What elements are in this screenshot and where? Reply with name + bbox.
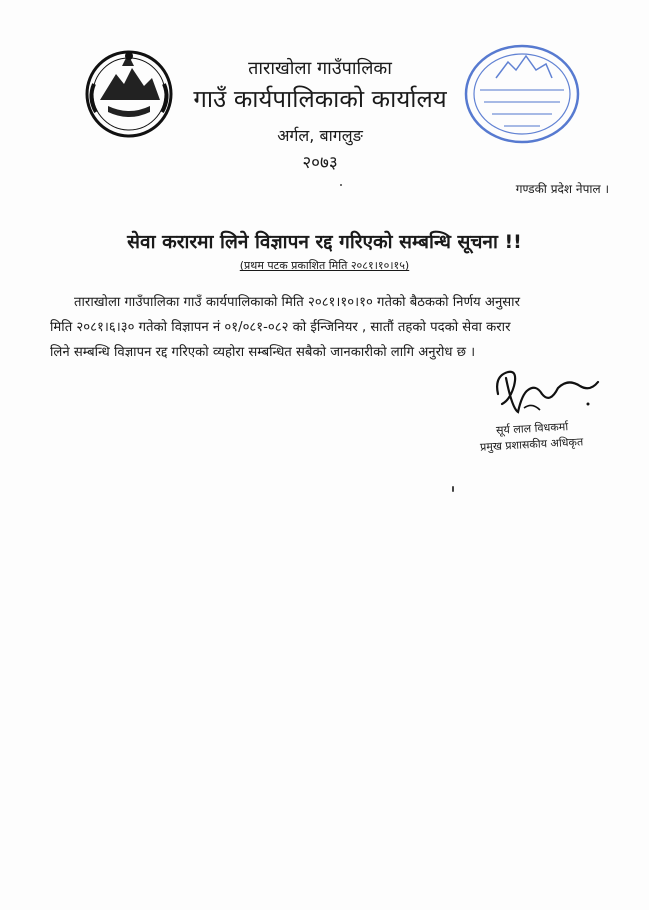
notice-title: सेवा करारमा लिने विज्ञापन रद्द गरिएको सम्बन्धि सूचना !! bbox=[127, 231, 522, 253]
scan-speck bbox=[452, 486, 454, 492]
office-stamp-icon bbox=[460, 40, 584, 148]
body-line-1: ताराखोला गाउँपालिका गाउँ कार्यपालिकाको मिति २०८१।१०।१० गतेको बैठकको निर्णय अनुसार bbox=[74, 295, 520, 310]
publish-date-text: (प्रथम पटक प्रकाशित मिति २०८१।१०।१५) bbox=[239, 259, 410, 272]
body-line-3: लिने सम्बन्धि विज्ञापन रद्द गरिएको व्यहोरा सम्बन्धित सबैको जानकारीको लागि अनुरोध छ । bbox=[50, 345, 476, 360]
established-year: २०७३ bbox=[302, 153, 338, 173]
publish-date bbox=[0, 258, 649, 273]
province-name: गण्डकी प्रदेश नेपाल । bbox=[515, 182, 609, 196]
office-address: अर्गल, बागलुङ bbox=[277, 126, 363, 145]
nepal-emblem-icon bbox=[78, 44, 180, 142]
municipality-name: ताराखोला गाउँपालिका bbox=[248, 58, 392, 79]
body-line-2: मिति २०८१।६।३० गतेको विज्ञापन नं ०१/०८१-०८२ को ईन्जिनियर , सातौं तहको पदको सेवा करार bbox=[50, 320, 511, 335]
signatory-title: प्रमुख प्रशासकीय अधिकृत bbox=[479, 435, 584, 454]
signatory-name: सूर्य लाल विधकर्मा bbox=[495, 420, 569, 437]
signature-icon bbox=[484, 364, 604, 420]
scan-speck bbox=[340, 184, 342, 186]
notice-body bbox=[50, 290, 614, 365]
office-name: गाउँ कार्यपालिकाको कार्यालय bbox=[193, 85, 447, 113]
